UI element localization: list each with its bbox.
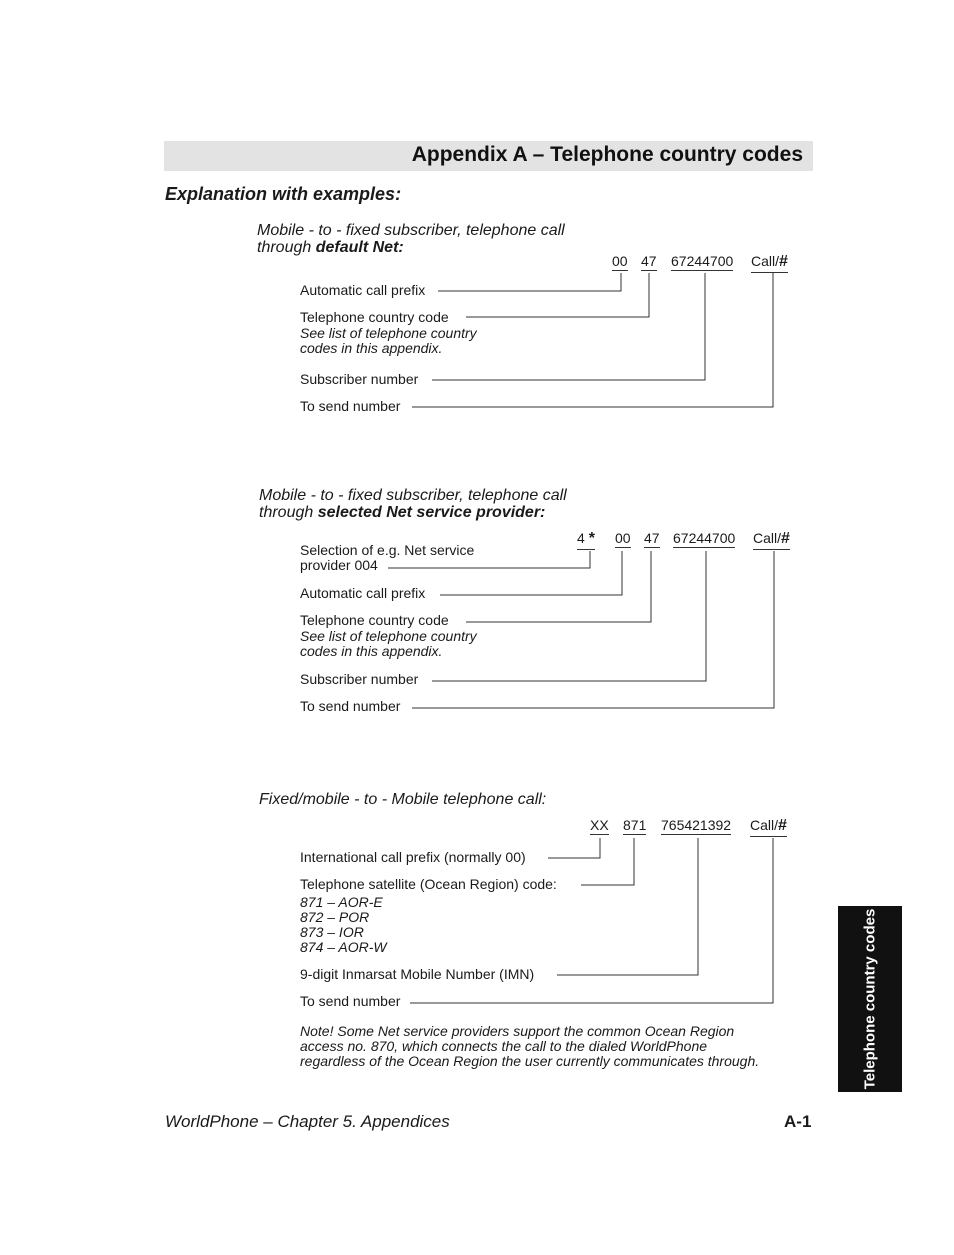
ex3-line-intl xyxy=(548,838,600,858)
star-icon: * xyxy=(588,530,595,547)
ex1-intro xyxy=(257,222,565,256)
ex3-call-key xyxy=(750,817,787,837)
ex3-call-label: Call/ xyxy=(750,817,779,833)
ex1-label-send: To send number xyxy=(300,398,401,414)
ex3-note-line2: access no. 870, which connects the call to the dialed WorldPhone xyxy=(300,1038,708,1054)
ex1-label-prefix: Automatic call prefix xyxy=(300,282,426,298)
ex2-label-subscriber: Subscriber number xyxy=(300,671,419,687)
ex3-region-item: 872 – POR xyxy=(300,909,370,925)
ex2-label-prefix: Automatic call prefix xyxy=(300,585,426,601)
ex2-intro xyxy=(259,487,567,521)
ex3-region-item: 873 – IOR xyxy=(300,924,364,940)
ex3-region-item: 874 – AOR-W xyxy=(300,939,387,955)
ex2-digit-provider xyxy=(577,530,595,550)
ex2-intro-prefix: through xyxy=(259,504,318,521)
ex3-label-intl: International call prefix (normally 00) xyxy=(300,849,526,865)
ex2-digit-prefix: 00 xyxy=(615,530,631,546)
ex2-label-send: To send number xyxy=(300,698,401,714)
ex3-note-line1: Note! Some Net service providers support the common Ocean Region xyxy=(300,1023,735,1039)
ex3-region-list xyxy=(300,895,387,955)
ex1-country-note xyxy=(300,326,477,356)
side-tab-label: Telephone country codes xyxy=(861,908,879,1090)
ex2-call-key xyxy=(753,530,790,550)
ex1-intro-line2 xyxy=(257,239,565,256)
ex2-digit-provider-number: 4 xyxy=(577,530,585,546)
ex1-intro-line1: Mobile - to - fixed subscriber, telephone call xyxy=(257,222,565,239)
ex1-country-note-line2: codes in this appendix. xyxy=(300,340,443,356)
side-tab xyxy=(838,906,902,1092)
ex2-country-note xyxy=(300,629,477,659)
ex2-label-country: Telephone country code xyxy=(300,612,449,628)
ex3-label-satellite: Telephone satellite (Ocean Region) code: xyxy=(300,876,557,892)
section-subtitle: Explanation with examples: xyxy=(165,184,402,204)
hash-icon: # xyxy=(779,253,788,270)
footer-chapter: WorldPhone – Chapter 5. Appendices xyxy=(165,1112,450,1131)
ex3-digit-satellite: 871 xyxy=(623,817,647,833)
ex1-digit-subscriber: 67244700 xyxy=(671,253,734,269)
ex1-line-prefix xyxy=(438,273,621,291)
hash-icon: # xyxy=(778,817,787,834)
ex1-call-key xyxy=(751,253,788,273)
ex1-digit-country: 47 xyxy=(641,253,657,269)
ex1-call-label: Call/ xyxy=(751,253,780,269)
ex1-line-country xyxy=(466,273,649,317)
ex2-label-selection xyxy=(300,543,474,573)
ex3-note-line3: regardless of the Ocean Region the user currently communicates through. xyxy=(300,1053,760,1069)
ex1-intro-prefix: through xyxy=(257,239,316,256)
ex2-call-label: Call/ xyxy=(753,530,782,546)
ex3-label-imn: 9-digit Inmarsat Mobile Number (IMN) xyxy=(300,966,535,982)
ex3-line-satellite xyxy=(581,838,634,885)
hash-icon: # xyxy=(781,530,790,547)
ex3-label-send: To send number xyxy=(300,993,401,1009)
ex3-line-imn xyxy=(557,838,698,975)
ex1-digit-prefix: 00 xyxy=(612,253,628,269)
ex2-digit-subscriber: 67244700 xyxy=(673,530,736,546)
ex3-note xyxy=(300,1024,759,1069)
ex3-region-item: 871 – AOR-E xyxy=(300,894,383,910)
ex2-intro-bold: selected Net service provider: xyxy=(317,504,546,521)
ex3-digit-prefix: XX xyxy=(590,817,609,833)
ex2-country-note-line1: See list of telephone country xyxy=(300,628,477,644)
ex2-digit-country: 47 xyxy=(644,530,660,546)
ex2-selection-line1: Selection of e.g. Net service xyxy=(300,542,475,558)
ex3-intro: Fixed/mobile - to - Mobile telephone call: xyxy=(259,791,547,808)
ex1-country-note-line1: See list of telephone country xyxy=(300,325,477,341)
ex1-label-country: Telephone country code xyxy=(300,309,449,325)
ex1-label-subscriber: Subscriber number xyxy=(300,371,419,387)
ex2-selection-line2: provider 004 xyxy=(300,557,378,573)
ex2-intro-line2 xyxy=(259,504,567,521)
ex2-intro-line1: Mobile - to - fixed subscriber, telephone call xyxy=(259,487,567,504)
footer-page-number: A-1 xyxy=(784,1112,812,1131)
page-title: Appendix A – Telephone country codes xyxy=(411,143,803,166)
ex3-digit-imn: 765421392 xyxy=(661,817,732,833)
ex2-line-country xyxy=(466,551,651,622)
ex1-intro-bold: default Net: xyxy=(315,239,404,256)
ex2-country-note-line2: codes in this appendix. xyxy=(300,643,443,659)
